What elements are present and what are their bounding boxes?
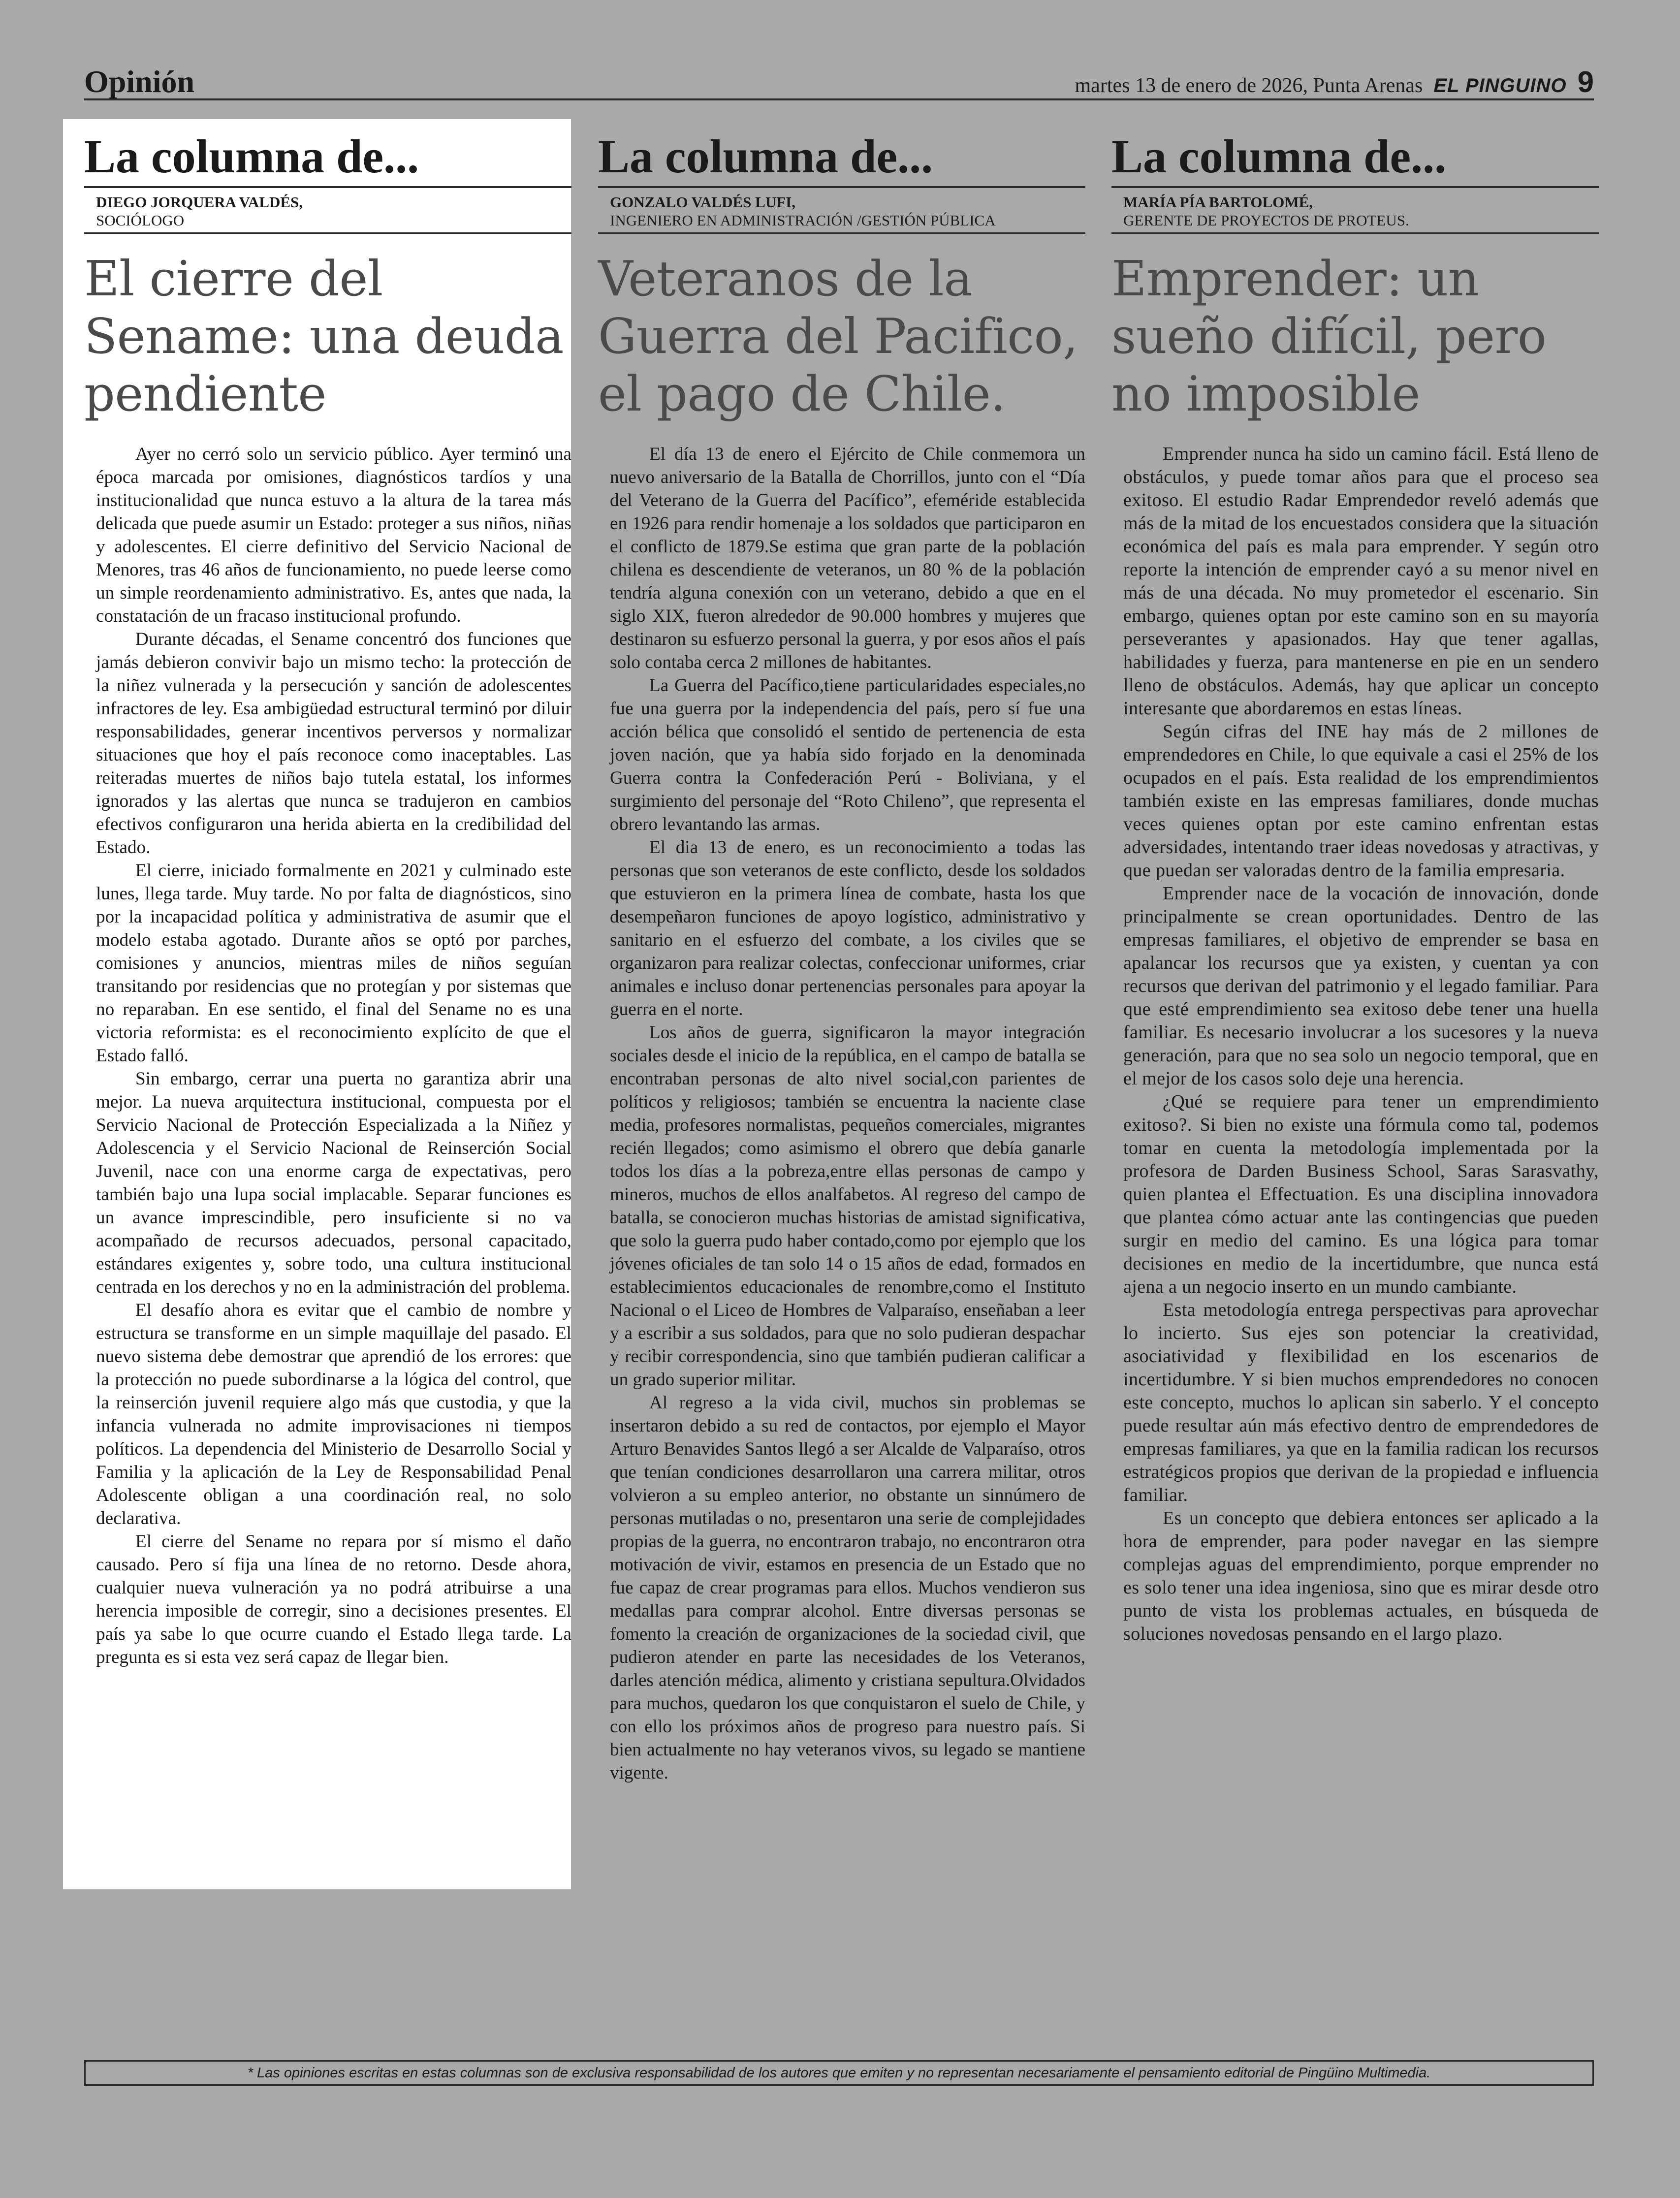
body-paragraph: Durante décadas, el Sename concentró dos funciones que jamás debieron convivir bajo un mismo techo: la protección de la niñez vulnerada y la persecución y sanción de adolescentes infractores de ley. Esa ambigüedad estructural terminó por diluir responsabilidades, generar incentivos perversos y normalizar situaciones que hoy el país reconoce como inaceptables. Las reiteradas muertes de niños bajo tutela estatal, los informes ignorados y las alertas que nunca se tradujeron en cambios efectivos configuraron una herida abierta en la credibilidad del Estado. bbox=[96, 629, 571, 858]
body-paragraph: El desafío ahora es evitar que el cambio de nombre y estructura se transforme en un simple maquillaje del pasado. El nuevo sistema debe demostrar que aprendió de los errores: que la protección no puede subordinarse a la lógica del control, que la reinserción juvenil requiere algo más que custodia, y que la infancia vulnerada no admite improvisaciones ni tiempos políticos. La dependencia del Ministerio de Desarrollo Social y Familia y la aplicación de la Ley de Responsabilidad Penal Adolescente obligan a una coordinación real, no solo declarativa. bbox=[96, 1300, 571, 1529]
body-paragraph: Los años de guerra, significaron la mayor integración sociales desde el inicio de la república, en el campo de batalla se encontraban personas de alto nivel social,con parientes de políticos y religiosos; también se encuentra la naciente clase media, profesores normalistas, pequeños comerciales, migrantes recién llegados; como asimismo el obrero que debía ganarle todos los días a la pobreza,entre ellas personas de campo y mineros, muchos de ellos analfabetos. Al regreso del campo de batalla, se conocieron muchas historias de amistad significativa, que solo la guerra pudo haber contado,como por ejemplo que los jóvenes oficiales de tan solo 14 o 15 años de edad, formados en establecimientos educacionales de renombre,como el Instituto Nacional o el Liceo de Hombres de Valparaíso, enseñaban a leer y a escribir a sus soldados, para que no solo pudieran despachar y recibir correspondencia, sino que también pudieran calificar a un grado superior militar. bbox=[610, 1022, 1085, 1390]
body-paragraph: La Guerra del Pacífico,tiene particularidades especiales,no fue una guerra por la independencia del país, pero sí fue una acción bélica que consolidó el sentido de pertenencia de esta joven nación, que ya había sido forjado en la denominada Guerra contra la Confederación Perú - Boliviana, y el surgimiento del personaje del “Roto Chileno”, que representa el obrero levantando las armas. bbox=[610, 675, 1085, 835]
body-paragraph: Al regreso a la vida civil, muchos sin problemas se insertaron debido a su red de contactos, por ejemplo el Mayor Arturo Benavides Santos llegó a ser Alcalde de Valparaíso, otros que tenían condiciones desarrollaron una carrera militar, otros volvieron a su empleo anterior, no obstante un sinnúmero de personas mutiladas o no, presentaron una serie de complejidades propias de la guerra, no encontraron trabajo, no encontraron otra motivación de vivir, estamos en presencia de un Estado que no fue capaz de crear programas para ellos. Muchos vendieron sus medallas para comprar alcohol. Entre diversas personas se fomento la creación de organizaciones de la sociedad civil, que pudieron atender en parte las necesidades de los Veteranos, darles atención médica, alimento y cristiana sepultura.Olvidados para muchos, quedaron los que conquistaron el suelo de Chile, y con ello los próximos años de progreso para nuestro país. Si bien actualmente no hay veteranos vivos, su legado se mantiene vigente. bbox=[610, 1393, 1085, 1784]
body-paragraph: ¿Qué se requiere para tener un emprendimiento exitoso?. Si bien no existe una fórmula como tal, podemos tomar en cuenta la metodología implementada por la profesora de Darden Business School, Saras Sarasvathy, quien plantea el Effectuation. Es una disciplina innovadora que plantea cómo actuar ante las contingencias que pueden surgir en medio del camino. Es una lógica para tomar decisiones en medio de la incertidumbre, que nunca está ajena a un negocio inserto en un mundo cambiante. bbox=[1123, 1091, 1599, 1298]
section-title: Opinión bbox=[84, 64, 195, 99]
column-kicker: La columna de... bbox=[1111, 133, 1599, 188]
column-body bbox=[598, 443, 1085, 1784]
page-number: 9 bbox=[1577, 65, 1594, 98]
column-author-role: GERENTE DE PROYECTOS DE PROTEUS. bbox=[1111, 211, 1599, 234]
opinion-column-3 bbox=[1111, 130, 1599, 1646]
body-paragraph: El dia 13 de enero, es un reconocimiento a todas las personas que son veteranos de este conflicto, desde los soldados que estuvieron en la primera línea de combate, hasta los que desempeñaron funciones de apoyo logístico, administrativo y sanitario en el esfuerzo del combate, a los civiles que se organizaron para realizar colectas, confeccionar uniformes, criar animales e incluso donar pertenencias personales para apoyar la guerra en el norte. bbox=[610, 837, 1085, 1020]
column-body bbox=[1111, 443, 1599, 1646]
column-author: MARÍA PÍA BARTOLOMÉ, bbox=[1123, 193, 1313, 211]
opinion-column-2 bbox=[598, 130, 1085, 1784]
newspaper-brand: EL PINGUINO bbox=[1433, 75, 1567, 96]
column-author: DIEGO JORQUERA VALDÉS, bbox=[96, 193, 303, 211]
body-paragraph: El cierre, iniciado formalmente en 2021 y culminado este lunes, llega tarde. Muy tarde. No por falta de diagnósticos, sino por la incapacidad política y administrativa de asumir que el modelo estaba agotado. Durante años se optó por parches, comisiones y anuncios, mientras miles de niños seguían transitando por residencias que no protegían y por sistemas que no reparaban. En ese sentido, el final del Sename no es una victoria reformista: es el reconocimiento explícito de que el Estado falló. bbox=[96, 860, 571, 1066]
body-paragraph: Emprender nunca ha sido un camino fácil. Está lleno de obstáculos, y puede tomar años para que el proceso sea exitoso. El estudio Radar Emprendedor reveló además que más de la mitad de los encuestados considera que la situación económica del país es mala para emprender. Y según otro reporte la intención de emprender cayó a su menor nivel en más de una década. No muy prometedor el escenario. Sin embargo, quienes optan por este camino son en su mayoría perseverantes y apasionados. Hay que tener agallas, habilidades y fuerza, para mantenerse en pie en un sendero lleno de obstáculos. Además, hay que aplicar un concepto interesante que abordaremos en estas líneas. bbox=[1123, 444, 1599, 719]
page-header bbox=[84, 63, 1594, 100]
footer-disclaimer: * Las opiniones escritas en estas columnas son de exclusiva responsabilidad de los autores que emiten y no representan necesariamente el pensamiento editorial de Pingüino Multimedia. bbox=[84, 2060, 1594, 2086]
column-headline: Veteranos de la Guerra del Pacifico, el pago de Chile. bbox=[598, 251, 1078, 422]
body-paragraph: Según cifras del INE hay más de 2 millones de emprendedores en Chile, lo que equivale a casi el 25% de los ocupados en el país. Esta realidad de los emprendimientos también existe en las empresas familiares, donde muchas veces quienes optan por este camino enfrentan estas adversidades, intentando traer ideas novedosas y atractivas, y que puedan ser valoradas dentro de la familia empresaria. bbox=[1123, 721, 1599, 881]
column-author-role: INGENIERO EN ADMINISTRACIÓN /GESTIÓN PÚBLICA bbox=[598, 211, 1085, 234]
column-author-role: SOCIÓLOGO bbox=[84, 211, 571, 234]
date-place: martes 13 de enero de 2026, Punta Arenas bbox=[1075, 74, 1423, 97]
opinion-column-1 bbox=[84, 130, 571, 1669]
column-kicker: La columna de... bbox=[598, 133, 1085, 188]
column-headline: Emprender: un sueño difícil, pero no imposible bbox=[1111, 251, 1547, 422]
body-paragraph: Emprender nace de la vocación de innovación, donde principalmente se crean oportunidades. Dentro de las empresas familiares, el objetivo de emprender se basa en apalancar los recursos que ya existen, y cuentan ya con recursos que derivan del patrimonio y el legado familiar. Para que esté emprendimiento sea exitoso debe tener una huella familiar. Es necesario involucrar a los sucesores y la nueva generación, para que no sea solo un negocio temporal, que en el mejor de los casos solo deje una herencia. bbox=[1123, 883, 1599, 1089]
column-author: GONZALO VALDÉS LUFI, bbox=[610, 193, 795, 211]
body-paragraph: Es un concepto que debiera entonces ser aplicado a la hora de emprender, para poder navegar en las siempre complejas aguas del emprendimiento, porque emprender no es solo tener una idea ingeniosa, sino que es mirar desde otro punto de vista los problemas actuales, en búsqueda de soluciones novedosas pensando en el largo plazo. bbox=[1123, 1508, 1599, 1645]
body-paragraph: Esta metodología entrega perspectivas para aprovechar lo incierto. Sus ejes son potenciar la creatividad, asociatividad y flexibilidad en los escenarios de incertidumbre. Y si bien muchos emprendedores no conocen este concepto, muchos lo aplican sin saberlo. Y el concepto puede resultar aún más efectivo dentro de emprendedores de empresas familiares, ya que en la familia radican los recursos estratégicos propios que derivan de la propiedad e influencia familiar. bbox=[1123, 1300, 1599, 1506]
column-kicker: La columna de... bbox=[84, 133, 571, 188]
header-right bbox=[1075, 67, 1594, 97]
body-paragraph: Sin embargo, cerrar una puerta no garantiza abrir una mejor. La nueva arquitectura institucional, compuesta por el Servicio Nacional de Protección Especializada a la Niñez y Adolescencia y el Servicio Nacional de Reinserción Social Juvenil, nace con una enorme carga de expectativas, pero también bajo una lupa social implacable. Separar funciones es un avance imprescindible, pero insuficiente si no va acompañado de recursos adecuados, personal capacitado, estándares exigentes y, sobre todo, una cultura institucional centrada en los derechos y no en la administración del problema. bbox=[96, 1069, 571, 1298]
body-paragraph: El cierre del Sename no repara por sí mismo el daño causado. Pero sí fija una línea de no retorno. Desde ahora, cualquier nueva vulneración ya no podrá atribuirse a una herencia imposible de corregir, sino a decisiones presentes. El país ya sabe lo que ocurre cuando el Estado llega tarde. La pregunta es si esta vez será capaz de llegar bien. bbox=[96, 1531, 571, 1668]
column-headline: El cierre del Sename: una deuda pendiente bbox=[84, 251, 564, 422]
body-paragraph: Ayer no cerró solo un servicio público. Ayer terminó una época marcada por omisiones, diagnósticos tardíos y una institucionalidad que nunca estuvo a la altura de la tarea más delicada que puede asumir un Estado: proteger a sus niños, niñas y adolescentes. El cierre definitivo del Servicio Nacional de Menores, tras 46 años de funcionamiento, no puede leerse como un simple reordenamiento administrativo. Es, antes que nada, la constatación de un fracaso institucional profundo. bbox=[96, 444, 571, 627]
column-body bbox=[84, 443, 571, 1669]
body-paragraph: El día 13 de enero el Ejército de Chile conmemora un nuevo aniversario de la Batalla de Chorrillos, junto con el “Día del Veterano de la Guerra del Pacífico”, efeméride establecida en 1926 para rendir homenaje a los soldados que participaron en el conflicto de 1879.Se estima que gran parte de la población chilena es descendiente de veteranos, un 80 % de la población tendría alguna conexión con un veterano, debido a que en el siglo XIX, fueron alrededor de 90.000 hombres y mujeres que destinaron su esfuerzo personal la guerra, y por esos años el país solo contaba cerca 2 millones de habitantes. bbox=[610, 444, 1085, 673]
